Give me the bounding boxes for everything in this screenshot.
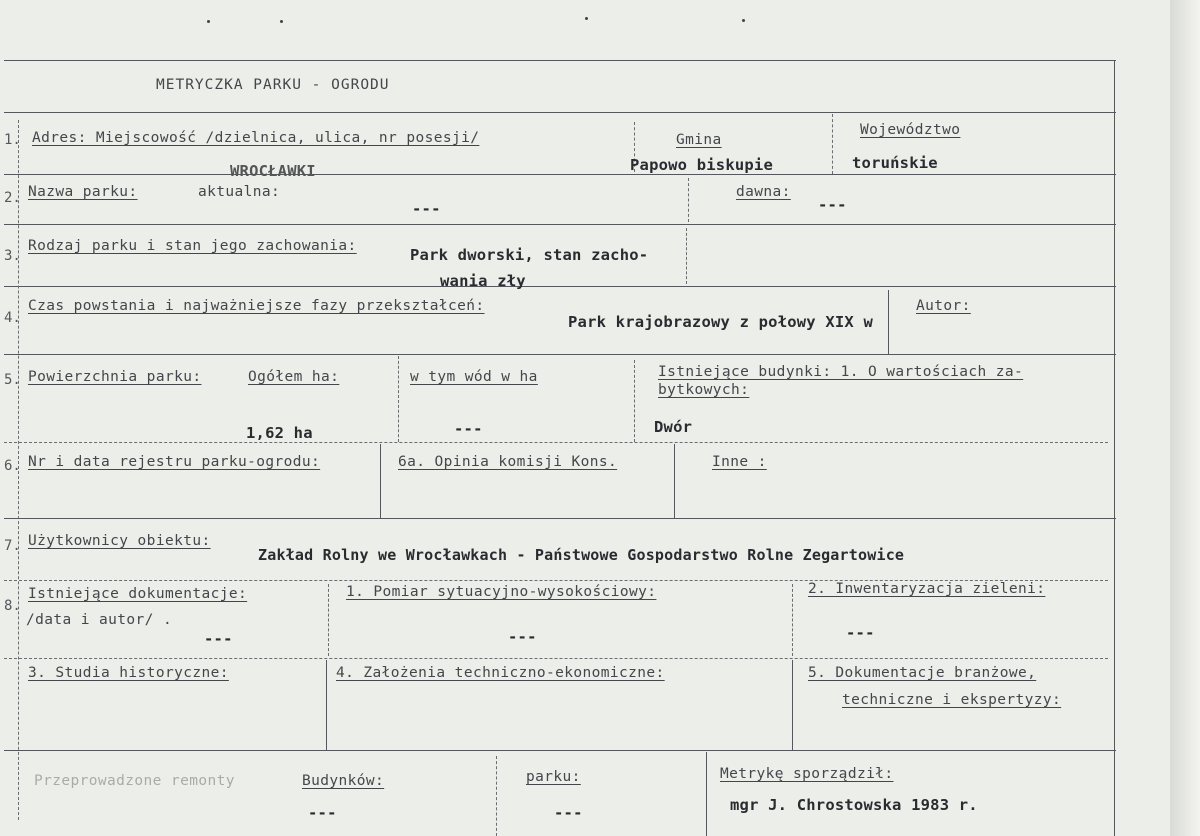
form-divider <box>496 756 497 836</box>
row-number: 3. <box>4 248 21 264</box>
row-number: 5. <box>4 372 21 388</box>
repairs-label: Przeprowadzone remonty <box>34 773 235 789</box>
survey-value: --- <box>508 628 537 646</box>
ink-dot <box>280 20 283 23</box>
current-name-label: aktualna: <box>198 184 281 200</box>
former-name-value: --- <box>818 196 847 214</box>
area-label: Powierzchnia parku: <box>28 369 202 385</box>
form-line <box>4 60 1116 61</box>
page-edge <box>1170 0 1200 836</box>
row-number: 1. <box>4 132 21 148</box>
form-divider <box>674 444 675 518</box>
users-label: Użytkownicy obiektu: <box>28 533 211 549</box>
history-label: 3. Studia historyczne: <box>28 665 229 681</box>
form-divider <box>888 290 889 354</box>
form-divider <box>832 114 833 174</box>
docs-label: Istniejące dokumentacje: <box>28 586 248 602</box>
water-area-value: --- <box>454 420 483 438</box>
prepared-by-value: mgr J. Chrostowska 1983 r. <box>730 796 978 814</box>
repairs-buildings-value: --- <box>308 804 337 822</box>
greenery-value: --- <box>846 624 875 642</box>
buildings-value: Dwór <box>654 418 693 436</box>
form-divider <box>326 660 327 750</box>
address-value: WROCŁAWKI <box>230 162 316 180</box>
row-number: 6. <box>4 458 21 474</box>
register-label: Nr i data rejestru parku-ogrodu: <box>28 454 321 470</box>
creation-time-label: Czas powstania i najważniejsze fazy przekształceń: <box>28 298 485 314</box>
water-area-label: w tym wód w ha <box>410 369 538 385</box>
form-divider <box>792 660 793 750</box>
branch-docs-label: 5. Dokumentacje branżowe, <box>808 665 1037 681</box>
form-border-right <box>1114 60 1115 836</box>
docs-label-cont: /data i autor/ . <box>26 612 173 628</box>
form-line <box>4 224 1116 225</box>
docs-value: --- <box>204 630 233 648</box>
ink-dot <box>585 17 588 20</box>
row-number: 4. <box>4 310 21 326</box>
prepared-by-label: Metrykę sporządził: <box>720 766 894 782</box>
survey-label: 1. Pomiar sytuacyjno-wysokościowy: <box>346 584 657 600</box>
ink-dot <box>207 20 210 23</box>
form-divider <box>706 752 707 836</box>
page-title: METRYCZKA PARKU - OGRODU <box>156 77 390 93</box>
form-divider <box>686 228 687 284</box>
gmina-value: Papowo biskupie <box>630 156 773 174</box>
form-dashed-line <box>4 658 1108 659</box>
form-line <box>4 518 1116 519</box>
address-label: Adres: Miejscowość /dzielnica, ulica, nr posesji/ <box>32 130 480 146</box>
total-area-value: 1,62 ha <box>246 424 313 442</box>
form-divider <box>328 584 329 656</box>
gmina-label: Gmina <box>676 132 722 148</box>
creation-time-value: Park krajobrazowy z połowy XIX w <box>568 313 874 331</box>
form-divider <box>688 178 689 222</box>
form-line <box>4 354 1116 355</box>
users-value: Zakład Rolny we Wrocławkach - Państwowe Gospodarstwo Rolne Zegartowice <box>258 546 905 564</box>
greenery-label: 2. Inwentaryzacja zieleni: <box>808 581 1046 597</box>
ink-dot <box>742 19 745 22</box>
voivodeship-label: Województwo <box>860 122 961 138</box>
form-divider <box>792 584 793 656</box>
total-area-label: Ogółem ha: <box>248 369 340 385</box>
repairs-park-label: parku: <box>526 769 581 785</box>
current-name-value: --- <box>412 200 441 218</box>
branch-docs-label-cont: techniczne i ekspertyzy: <box>842 692 1062 708</box>
park-type-value: Park dworski, stan zacho- <box>410 246 649 264</box>
row-number: 2. <box>4 190 21 206</box>
row-number: 7. <box>4 538 21 554</box>
park-name-label: Nazwa parku: <box>28 184 138 200</box>
form-dashed-line <box>4 442 1108 443</box>
author-label: Autor: <box>916 298 971 314</box>
opinion-label: 6a. Opinia komisji Kons. <box>398 454 618 470</box>
park-type-label: Rodzaj parku i stan jego zachowania: <box>28 238 357 254</box>
form-divider <box>398 356 399 442</box>
form-divider <box>634 360 635 442</box>
form-divider <box>380 444 381 518</box>
park-type-value-cont: wania zły <box>440 272 526 290</box>
other-label: Inne : <box>712 454 767 470</box>
buildings-label: Istniejące budynki: 1. O wartościach za- <box>658 364 1024 380</box>
tech-eco-label: 4. Założenia techniczno-ekonomiczne: <box>336 665 665 681</box>
repairs-park-value: --- <box>554 804 583 822</box>
form-line <box>4 750 1116 751</box>
form-line <box>4 112 1116 113</box>
form-line <box>4 174 1116 175</box>
voivodeship-value: toruńskie <box>852 154 938 172</box>
repairs-buildings-label: Budynków: <box>302 773 385 789</box>
row-number: 8. <box>4 598 21 614</box>
buildings-label-cont: bytkowych: <box>658 382 750 398</box>
form-line <box>4 286 1116 287</box>
former-name-label: dawna: <box>736 184 791 200</box>
